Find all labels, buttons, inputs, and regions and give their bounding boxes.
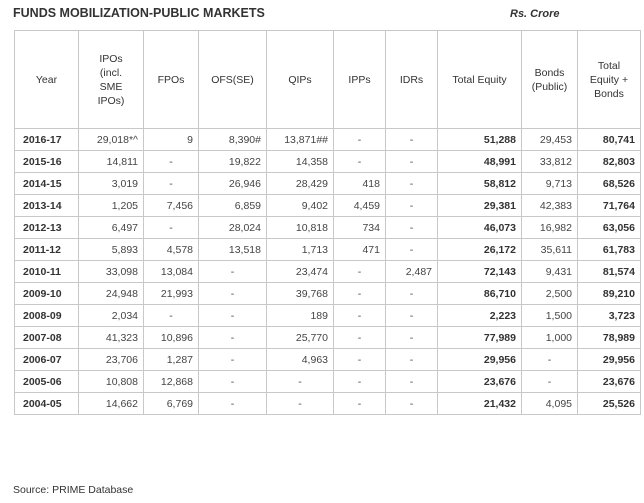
cell-total: 63,056 — [578, 217, 641, 239]
unit-label: Rs. Crore — [510, 8, 560, 20]
cell-idrs: - — [386, 173, 438, 195]
cell-idrs: - — [386, 349, 438, 371]
cell-ofs: - — [199, 283, 267, 305]
cell-fpos: - — [144, 305, 199, 327]
funds-table — [14, 30, 641, 415]
header-bonds — [522, 31, 578, 129]
cell-ipps: - — [334, 327, 386, 349]
source-note: Source: PRIME Database — [13, 484, 134, 496]
cell-ipos: 1,205 — [79, 195, 144, 217]
cell-ipps: - — [334, 305, 386, 327]
cell-total-equity: 77,989 — [438, 327, 522, 349]
cell-ipps: - — [334, 393, 386, 415]
cell-ipps: - — [334, 349, 386, 371]
table-row — [15, 305, 641, 327]
cell-qips: 23,474 — [267, 261, 334, 283]
cell-bonds: 42,383 — [522, 195, 578, 217]
cell-ipos: 29,018*^ — [79, 129, 144, 151]
cell-ipos: 23,706 — [79, 349, 144, 371]
cell-ofs: 13,518 — [199, 239, 267, 261]
cell-total: 78,989 — [578, 327, 641, 349]
table-row — [15, 173, 641, 195]
header-ofs: OFS(SE) — [199, 31, 267, 129]
table-body — [15, 129, 641, 415]
cell-qips: - — [267, 371, 334, 393]
cell-qips: 28,429 — [267, 173, 334, 195]
cell-qips: 189 — [267, 305, 334, 327]
cell-idrs: - — [386, 195, 438, 217]
header-ipos-line: (incl. — [99, 66, 123, 79]
cell-ofs: 8,390# — [199, 129, 267, 151]
cell-year: 2013-14 — [15, 195, 79, 217]
cell-year: 2015-16 — [15, 151, 79, 173]
cell-bonds: 33,812 — [522, 151, 578, 173]
table-row — [15, 151, 641, 173]
cell-total-equity: 58,812 — [438, 173, 522, 195]
cell-year: 2009-10 — [15, 283, 79, 305]
cell-fpos: - — [144, 173, 199, 195]
cell-ipos: 2,034 — [79, 305, 144, 327]
cell-total: 23,676 — [578, 371, 641, 393]
cell-total-equity: 21,432 — [438, 393, 522, 415]
cell-total: 61,783 — [578, 239, 641, 261]
cell-ipps: - — [334, 151, 386, 173]
cell-ipos: 33,098 — [79, 261, 144, 283]
cell-total: 29,956 — [578, 349, 641, 371]
cell-bonds: 35,611 — [522, 239, 578, 261]
table-row — [15, 239, 641, 261]
cell-qips: 13,871## — [267, 129, 334, 151]
cell-ipos: 6,497 — [79, 217, 144, 239]
cell-ipps: 471 — [334, 239, 386, 261]
cell-ofs: - — [199, 327, 267, 349]
cell-fpos: 10,896 — [144, 327, 199, 349]
table-row — [15, 393, 641, 415]
cell-idrs: - — [386, 151, 438, 173]
cell-year: 2005-06 — [15, 371, 79, 393]
cell-qips: 39,768 — [267, 283, 334, 305]
header-row — [15, 31, 641, 129]
cell-ipps: - — [334, 283, 386, 305]
cell-total-equity: 86,710 — [438, 283, 522, 305]
cell-total-equity: 29,381 — [438, 195, 522, 217]
header-ipos-line: SME — [99, 80, 123, 93]
header-bonds-line: (Public) — [531, 80, 568, 93]
cell-ofs: - — [199, 371, 267, 393]
cell-total: 3,723 — [578, 305, 641, 327]
cell-total-equity: 48,991 — [438, 151, 522, 173]
cell-ipps: 734 — [334, 217, 386, 239]
cell-year: 2007-08 — [15, 327, 79, 349]
cell-total-equity: 46,073 — [438, 217, 522, 239]
cell-ipos: 10,808 — [79, 371, 144, 393]
cell-ofs: - — [199, 305, 267, 327]
cell-year: 2014-15 — [15, 173, 79, 195]
cell-ipos: 5,893 — [79, 239, 144, 261]
cell-ipos: 14,662 — [79, 393, 144, 415]
cell-total-equity: 29,956 — [438, 349, 522, 371]
cell-total-equity: 26,172 — [438, 239, 522, 261]
cell-fpos: 7,456 — [144, 195, 199, 217]
cell-bonds: 9,431 — [522, 261, 578, 283]
header-ipos-line: IPOs) — [97, 94, 125, 107]
cell-ipps: - — [334, 261, 386, 283]
table-row — [15, 371, 641, 393]
table-row — [15, 327, 641, 349]
cell-total: 71,764 — [578, 195, 641, 217]
table-row — [15, 283, 641, 305]
cell-total: 68,526 — [578, 173, 641, 195]
cell-bonds: 4,095 — [522, 393, 578, 415]
cell-total-equity: 23,676 — [438, 371, 522, 393]
cell-idrs: 2,487 — [386, 261, 438, 283]
cell-bonds: 2,500 — [522, 283, 578, 305]
cell-fpos: 9 — [144, 129, 199, 151]
cell-qips: 9,402 — [267, 195, 334, 217]
cell-ipps: - — [334, 129, 386, 151]
cell-total: 82,803 — [578, 151, 641, 173]
cell-idrs: - — [386, 217, 438, 239]
header-qips: QIPs — [267, 31, 334, 129]
cell-qips: 25,770 — [267, 327, 334, 349]
cell-bonds: - — [522, 349, 578, 371]
cell-idrs: - — [386, 239, 438, 261]
cell-fpos: 13,084 — [144, 261, 199, 283]
cell-ipps: 418 — [334, 173, 386, 195]
cell-bonds: - — [522, 371, 578, 393]
cell-ipos: 3,019 — [79, 173, 144, 195]
cell-qips: 10,818 — [267, 217, 334, 239]
cell-bonds: 29,453 — [522, 129, 578, 151]
cell-ipps: - — [334, 371, 386, 393]
cell-total: 25,526 — [578, 393, 641, 415]
page-title: FUNDS MOBILIZATION-PUBLIC MARKETS — [13, 6, 265, 20]
cell-idrs: - — [386, 129, 438, 151]
cell-bonds: 1,000 — [522, 327, 578, 349]
cell-total-equity: 51,288 — [438, 129, 522, 151]
cell-ofs: - — [199, 393, 267, 415]
header-ipos — [79, 31, 144, 129]
cell-total: 81,574 — [578, 261, 641, 283]
header-total — [578, 31, 641, 129]
cell-qips: 14,358 — [267, 151, 334, 173]
cell-ofs: 6,859 — [199, 195, 267, 217]
table-row — [15, 261, 641, 283]
cell-idrs: - — [386, 393, 438, 415]
cell-idrs: - — [386, 327, 438, 349]
header-total-line: Bonds — [594, 87, 624, 100]
cell-qips: 1,713 — [267, 239, 334, 261]
cell-qips: - — [267, 393, 334, 415]
cell-year: 2016-17 — [15, 129, 79, 151]
header-fpos: FPOs — [144, 31, 199, 129]
cell-idrs: - — [386, 305, 438, 327]
header-year: Year — [15, 31, 79, 129]
cell-year: 2011-12 — [15, 239, 79, 261]
cell-ofs: 19,822 — [199, 151, 267, 173]
cell-year: 2006-07 — [15, 349, 79, 371]
cell-fpos: - — [144, 151, 199, 173]
cell-bonds: 1,500 — [522, 305, 578, 327]
table-row — [15, 195, 641, 217]
cell-ofs: 26,946 — [199, 173, 267, 195]
header-ipos-line: IPOs — [99, 52, 123, 65]
table-row — [15, 129, 641, 151]
cell-bonds: 16,982 — [522, 217, 578, 239]
header-total-equity: Total Equity — [438, 31, 522, 129]
cell-total-equity: 72,143 — [438, 261, 522, 283]
cell-fpos: - — [144, 217, 199, 239]
cell-idrs: - — [386, 283, 438, 305]
header-total-line: Total — [597, 59, 621, 72]
cell-total: 89,210 — [578, 283, 641, 305]
cell-ipos: 14,811 — [79, 151, 144, 173]
cell-ofs: 28,024 — [199, 217, 267, 239]
cell-total-equity: 2,223 — [438, 305, 522, 327]
cell-bonds: 9,713 — [522, 173, 578, 195]
table-row — [15, 349, 641, 371]
cell-idrs: - — [386, 371, 438, 393]
cell-ipps: 4,459 — [334, 195, 386, 217]
header-idrs: IDRs — [386, 31, 438, 129]
cell-ipos: 24,948 — [79, 283, 144, 305]
cell-fpos: 12,868 — [144, 371, 199, 393]
header-ipps: IPPs — [334, 31, 386, 129]
cell-total: 80,741 — [578, 129, 641, 151]
cell-fpos: 4,578 — [144, 239, 199, 261]
cell-year: 2004-05 — [15, 393, 79, 415]
cell-year: 2008-09 — [15, 305, 79, 327]
cell-ipos: 41,323 — [79, 327, 144, 349]
cell-year: 2010-11 — [15, 261, 79, 283]
cell-year: 2012-13 — [15, 217, 79, 239]
cell-fpos: 6,769 — [144, 393, 199, 415]
cell-qips: 4,963 — [267, 349, 334, 371]
table-row — [15, 217, 641, 239]
header-total-line: Equity + — [589, 73, 629, 86]
cell-fpos: 1,287 — [144, 349, 199, 371]
cell-fpos: 21,993 — [144, 283, 199, 305]
header-bonds-line: Bonds — [534, 66, 565, 79]
cell-ofs: - — [199, 349, 267, 371]
cell-ofs: - — [199, 261, 267, 283]
